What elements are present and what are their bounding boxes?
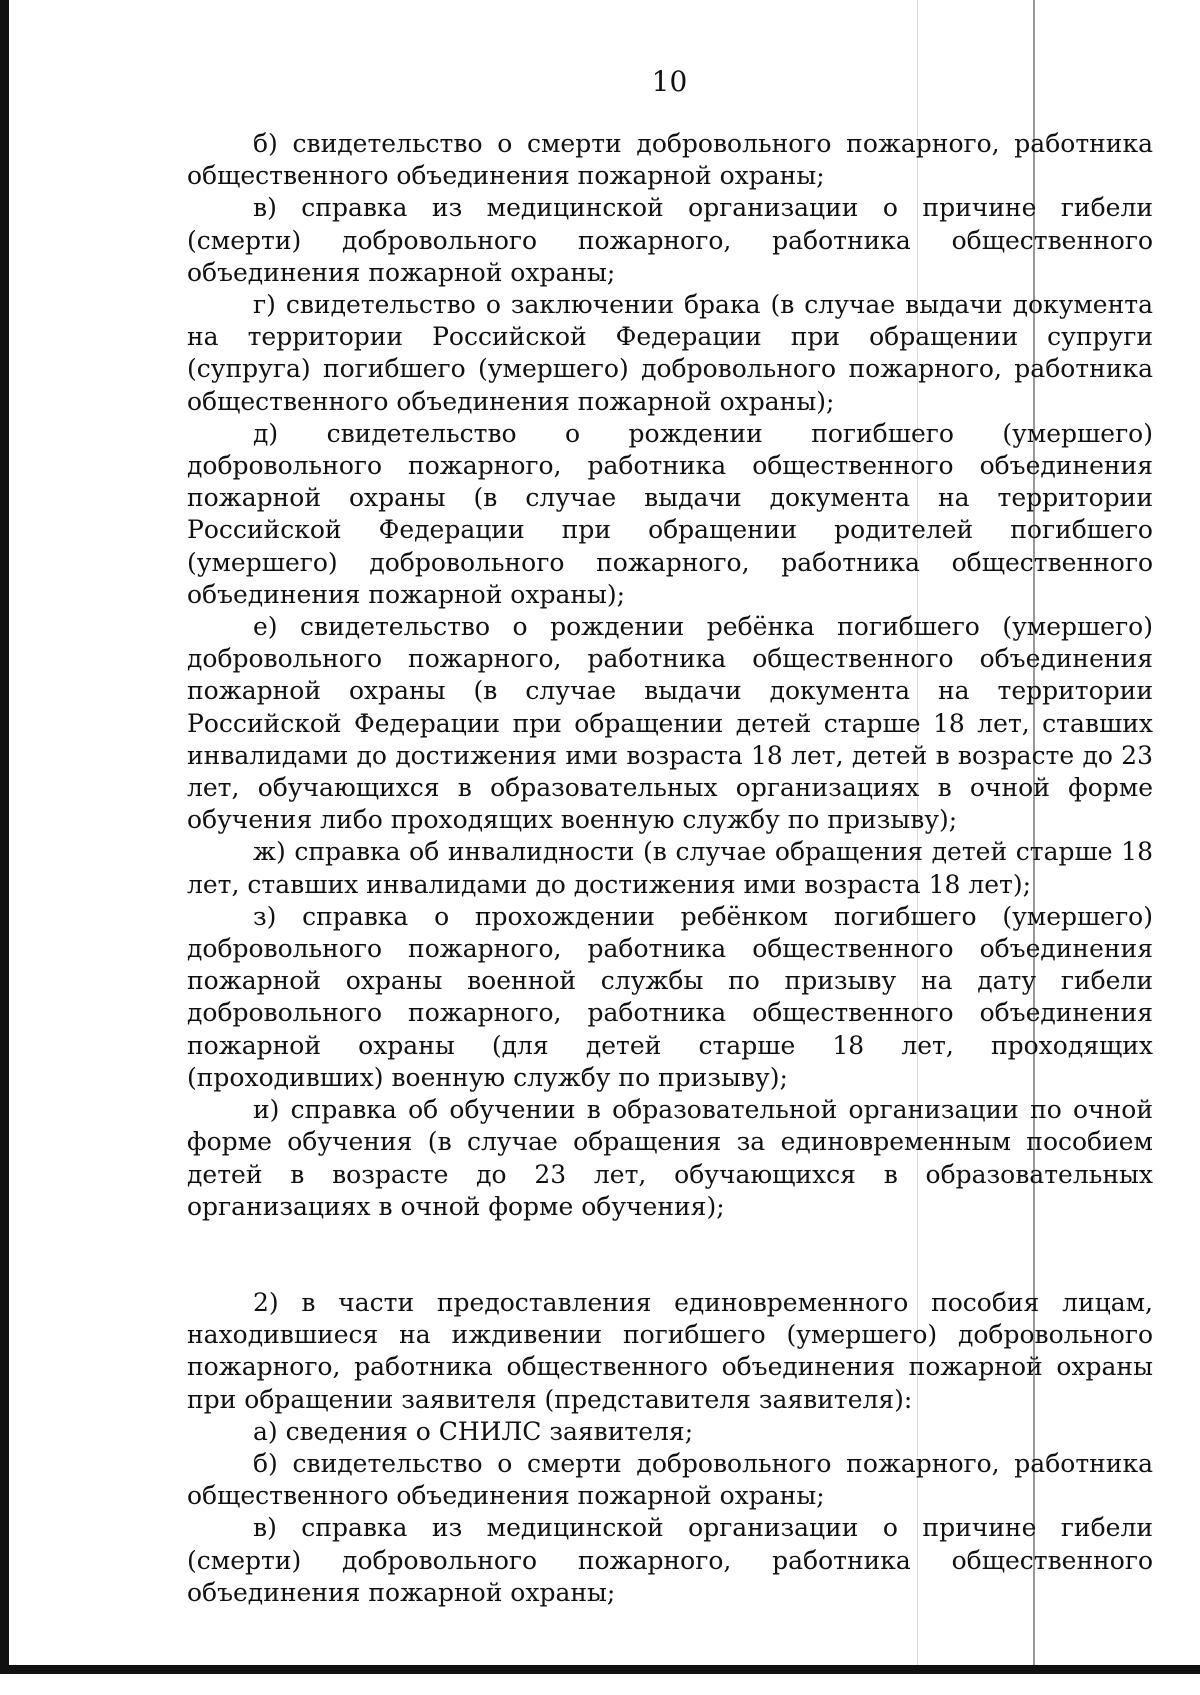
paragraph-e-birth-certificate-child: е) свидетельство о рождении ребёнка погибшего (умершего) добровольного пожарного, работника общественного объединения пожарной охраны (в случае выдачи документа на территории Российской Федерации при обращении детей старше 18 лет, ставших инвалидами до достижения ими возраста 18 лет, детей в возрасте до 23 лет, обучающихся в образовательных организациях в очной форме обучения либо проходящих военную службу по призыву);	[187, 612, 1153, 835]
paragraph-b-death-certificate: б) свидетельство о смерти добровольного пожарного, работника общественного объединения пожарной охраны;	[187, 129, 1153, 191]
paragraph-v-medical-certificate-2: в) справка из медицинской организации о причине гибели (смерти) добровольного пожарного, работника общественного объединения пожарной охраны;	[187, 1513, 1153, 1607]
paragraph-zh-disability-certificate: ж) справка об инвалидности (в случае обращения детей старше 18 лет, ставших инвалидами до достижения ими возраста 18 лет);	[187, 837, 1153, 899]
paragraph-v-medical-certificate: в) справка из медицинской организации о причине гибели (смерти) добровольного пожарного, работника общественного объединения пожарной охраны;	[187, 193, 1153, 287]
paragraph-g-marriage-certificate: г) свидетельство о заключении брака (в случае выдачи документа на территории Российской Федерации при обращении супруги (супруга) погибшего (умершего) добровольного пожарного, работника общественного объединения пожарной охраны);	[187, 290, 1153, 416]
paragraph-2-dependents-section: 2) в части предоставления единовременного пособия лицам, находившиеся на иждивении погибшего (умершего) добровольного пожарного, работника общественного объединения пожарной охраны при обращении заявителя (представителя заявителя):	[187, 1287, 1153, 1414]
scan-edge-bottom	[0, 1665, 1200, 1674]
page-number: 10	[651, 65, 688, 98]
paragraph-i-education-certificate: и) справка об обучении в образовательной организации по очной форме обучения (в случае обращения за единовременным пособием детей в возрасте до 23 лет, обучающихся в образовательных организациях в очной форме обучения);	[187, 1095, 1153, 1221]
document-body	[187, 128, 1153, 1609]
paragraph-a-snils: а) сведения о СНИЛС заявителя;	[253, 1416, 694, 1446]
paragraph-b-death-certificate-2: б) свидетельство о смерти добровольного пожарного, работника общественного объединения пожарной охраны;	[187, 1448, 1153, 1511]
paragraph-z-military-service-certificate: з) справка о прохождении ребёнком погибшего (умершего) добровольного пожарного, работника общественного объединения пожарной охраны военной службы по призыву на дату гибели добровольного пожарного, работника общественного объединения пожарной охраны (для детей старше 18 лет, проходящих (проходивших) военную службу по призыву);	[187, 901, 1153, 1092]
paragraph-d-birth-certificate-deceased: д) свидетельство о рождении погибшего (умершего) добровольного пожарного, работника общественного объединения пожарной охраны (в случае выдачи документа на территории Российской Федерации при обращении родителей погибшего (умершего) добровольного пожарного, работника общественного объединения пожарной охраны);	[187, 418, 1153, 609]
scan-edge-left	[0, 0, 9, 1672]
